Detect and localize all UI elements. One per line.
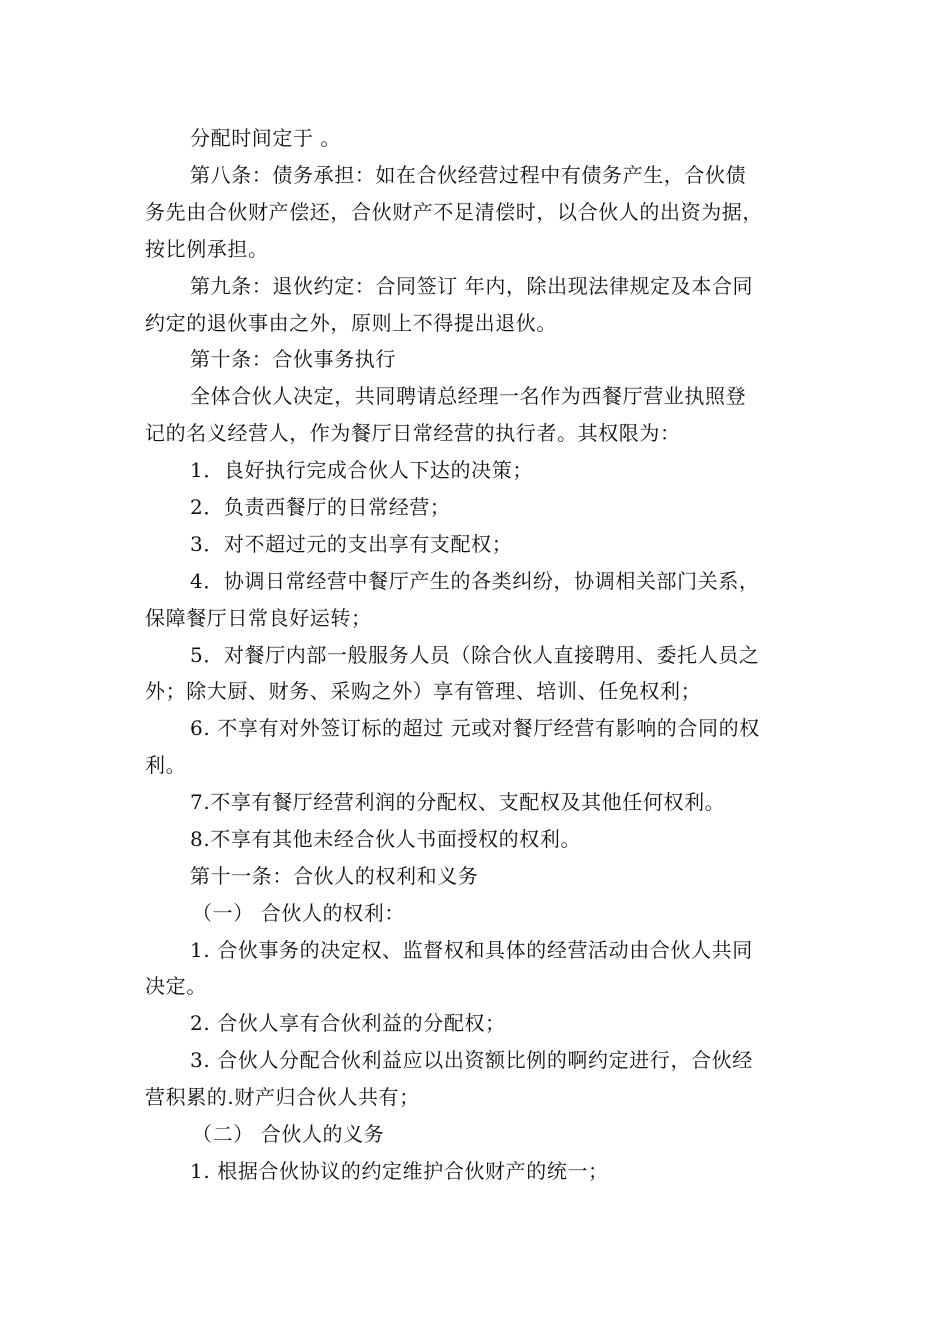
text-line: 1．良好执行完成合伙人下达的决策； [190,458,533,482]
text-line: 8.不享有其他未经合伙人书面授权的权利。 [190,827,582,851]
text-line: 约定的退伙事由之外，原则上不得提出退伙。 [145,311,557,335]
text-line: 保障餐厅日常良好运转； [145,606,372,630]
text-line: 分配时间定于 。 [190,126,342,150]
text-line: 1. 根据合伙协议的约定维护合伙财产的统一； [190,1159,609,1183]
text-line: 记的名义经营人，作为餐厅日常经营的执行者。其权限为： [145,421,681,445]
text-line: 外；除大厨、财务、采购之外）享有管理、培训、任免权利； [145,679,702,703]
text-line: 2. 合伙人享有合伙利益的分配权； [190,1011,506,1035]
text-line: 6. 不享有对外签订标的超过 元或对餐厅经营有影响的合同的权 [190,716,760,740]
text-line: 营积累的.财产归合伙人共有； [145,1085,420,1109]
text-line: 5．对餐厅内部一般服务人员（除合伙人直接聘用、委托人员之 [190,643,760,667]
text-line: 4．协调日常经营中餐厅产生的各类纠纷，协调相关部门关系， [190,569,760,593]
text-line: （二） 合伙人的义务 [192,1122,385,1146]
text-line: 决定。 [145,974,207,998]
text-line: 1. 合伙事务的决定权、监督权和具体的经营活动由合伙人共同 [190,938,753,962]
text-line: 利。 [145,753,187,777]
text-line: 2．负责西餐厅的日常经营； [190,495,451,519]
text-line: 全体合伙人决定，共同聘请总经理一名作为西餐厅营业执照登 [190,384,747,408]
text-line: 务先由合伙财产偿还，合伙财产不足清偿时，以合伙人的出资为据， [145,200,763,224]
text-line: 第八条：债务承担：如在合伙经营过程中有债务产生，合伙债 [190,163,747,187]
text-line: 3．对不超过元的支出享有支配权； [190,532,513,556]
text-line: 7.不享有餐厅经营利润的分配权、支配权及其他任何权利。 [190,790,726,814]
text-line: （一） 合伙人的权利： [192,901,405,925]
text-line: 第十一条：合伙人的权利和义务 [190,864,479,888]
text-line: 第九条：退伙约定：合同签订 年内，除出现法律规定及本合同 [190,274,754,298]
text-line: 3. 合伙人分配合伙利益应以出资额比例的啊约定进行，合伙经 [190,1048,753,1072]
text-line: 按比例承担。 [145,237,269,261]
text-line: 第十条：合伙事务执行 [190,347,396,371]
